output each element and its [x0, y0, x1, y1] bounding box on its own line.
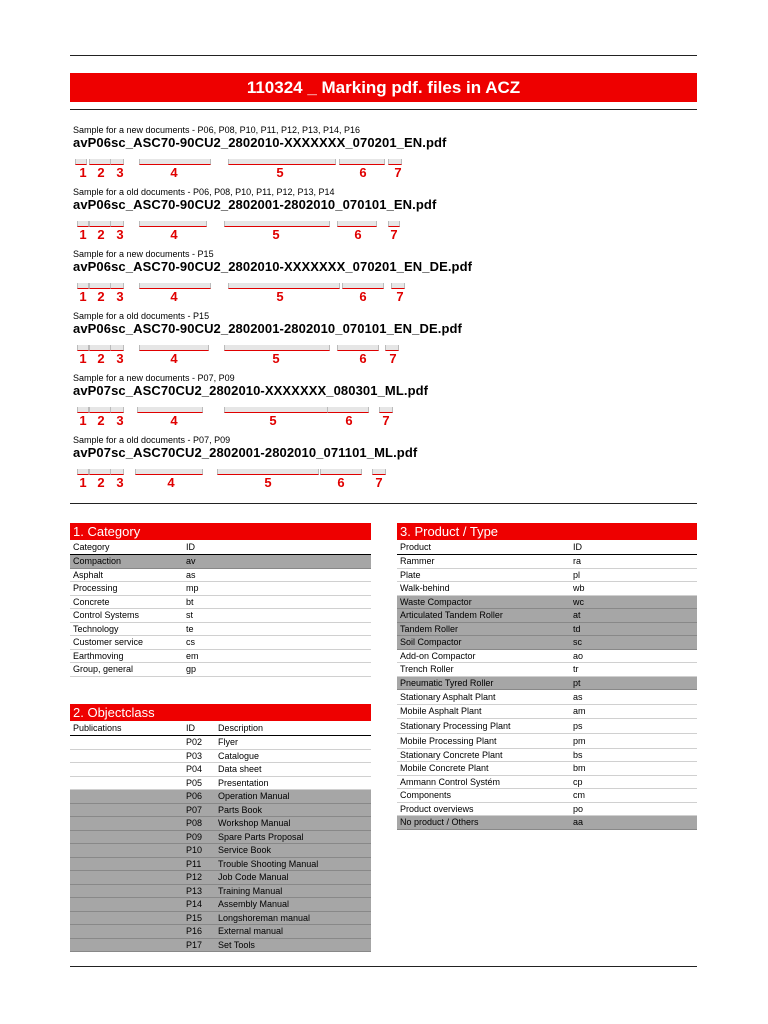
- sample-caption: Sample for a new documents - P06, P08, P10, P11, P12, P13, P14, P16: [73, 125, 361, 135]
- category-column-headers: [70, 540, 371, 555]
- table-row: [70, 555, 371, 569]
- table-row: [70, 898, 371, 912]
- objectclass-col-publications: Publications: [73, 723, 122, 733]
- segment-number-4: 4: [170, 351, 178, 366]
- table-row: [70, 636, 371, 650]
- sample-caption: Sample for a old documents - P07, P09: [73, 435, 231, 445]
- product-name: Add-on Compactor: [400, 650, 476, 661]
- segment-number-1: 1: [79, 351, 87, 366]
- table-row: [397, 650, 697, 664]
- table-row: [397, 719, 697, 734]
- segment-number-2: 2: [97, 475, 105, 490]
- section-rule: [70, 503, 697, 504]
- product-id: sc: [573, 637, 582, 647]
- segment-bracket: [337, 345, 379, 351]
- objectclass-description: Catalogue: [218, 750, 260, 761]
- table-row: [397, 582, 697, 596]
- sample-filename: avP07sc_ASC70CU2_2802001-2802010_071101_ML.pdf: [73, 445, 418, 460]
- product-id: bs: [573, 749, 583, 760]
- segment-number-4: 4: [170, 227, 178, 242]
- category-name: Asphalt: [73, 569, 104, 580]
- title-underline: [70, 109, 697, 110]
- segment-number-7: 7: [375, 475, 383, 490]
- segment-number-1: 1: [79, 227, 87, 242]
- product-name: Mobile Asphalt Plant: [400, 706, 482, 716]
- objectclass-description: Training Manual: [218, 885, 283, 896]
- objectclass-table: [70, 704, 371, 952]
- table-row: [70, 885, 371, 899]
- product-id: aa: [573, 817, 584, 827]
- table-row: [70, 736, 371, 750]
- segment-number-6: 6: [337, 475, 345, 490]
- sample-caption: Sample for a old documents - P15: [73, 311, 210, 321]
- table-row: [397, 762, 697, 776]
- segment-number-5: 5: [272, 351, 280, 366]
- product-name: Waste Compactor: [400, 596, 472, 607]
- objectclass-description: Flyer: [218, 737, 238, 747]
- segment-number-7: 7: [382, 413, 390, 428]
- table-row: [70, 650, 371, 664]
- objectclass-column-headers: [70, 721, 371, 736]
- product-name: Walk-behind: [400, 583, 450, 593]
- product-id: bm: [573, 763, 586, 773]
- objectclass-id: P10: [186, 845, 203, 855]
- product-id: wc: [573, 596, 584, 607]
- segment-number-5: 5: [269, 413, 277, 428]
- table-row: [70, 844, 371, 858]
- product-id: ra: [573, 556, 582, 566]
- segment-number-5: 5: [272, 227, 280, 242]
- table-row: [397, 803, 697, 817]
- category-name: Compaction: [73, 556, 122, 566]
- segment-number-4: 4: [170, 289, 178, 304]
- product-name: Mobile Processing Plant: [400, 735, 497, 746]
- segment-bracket: [224, 407, 330, 413]
- objectclass-id: P06: [186, 791, 203, 801]
- objectclass-description: Parts Book: [218, 804, 263, 815]
- objectclass-description: Assembly Manual: [218, 899, 290, 909]
- product-name: Tandem Roller: [400, 623, 459, 634]
- product-name: Product overviews: [400, 803, 474, 814]
- product-column-headers: [397, 540, 697, 555]
- product-name: No product / Others: [400, 817, 479, 827]
- segment-number-7: 7: [389, 351, 397, 366]
- objectclass-id: P11: [186, 858, 202, 869]
- product-id: am: [573, 706, 586, 716]
- product-id: pt: [573, 677, 581, 688]
- table-row: [397, 677, 697, 691]
- segment-number-4: 4: [170, 165, 178, 180]
- segment-number-6: 6: [359, 351, 367, 366]
- table-row: [70, 663, 371, 677]
- segment-number-1: 1: [79, 289, 87, 304]
- product-id: ao: [573, 650, 584, 661]
- table-row: [70, 582, 371, 596]
- sample-filename: avP06sc_ASC70-90CU2_2802010-XXXXXXX_070201_EN_DE.pdf: [73, 259, 473, 274]
- objectclass-description: Operation Manual: [218, 791, 290, 801]
- product-col-name: Product: [400, 542, 432, 552]
- segment-number-4: 4: [167, 475, 175, 490]
- objectclass-id: P04: [186, 764, 203, 774]
- category-col-name: Category: [73, 542, 110, 552]
- objectclass-id: P08: [186, 818, 203, 828]
- objectclass-description: Set Tools: [218, 939, 255, 950]
- segment-number-2: 2: [97, 413, 105, 428]
- objectclass-description: Longshoreman manual: [218, 912, 311, 923]
- objectclass-id: P09: [186, 831, 203, 842]
- sample-filename: avP06sc_ASC70-90CU2_2802001-2802010_070101_EN.pdf: [73, 197, 437, 212]
- category-table: [70, 523, 371, 677]
- table-row: [397, 555, 697, 569]
- segment-number-1: 1: [79, 413, 87, 428]
- table-row: [70, 623, 371, 637]
- table-row: [70, 750, 371, 764]
- segment-number-6: 6: [345, 413, 353, 428]
- sample-caption: Sample for a new documents - P15: [73, 249, 214, 259]
- segment-number-1: 1: [79, 475, 87, 490]
- product-name: Stationary Processing Plant: [400, 720, 511, 731]
- table-row: [70, 817, 371, 831]
- product-name: Pneumatic Tyred Roller: [400, 677, 494, 688]
- category-col-id: ID: [186, 542, 195, 552]
- objectclass-id: P05: [186, 777, 203, 788]
- category-name: Group, general: [73, 664, 134, 674]
- segment-number-5: 5: [276, 289, 284, 304]
- table-row: [397, 705, 697, 719]
- segment-number-7: 7: [396, 289, 404, 304]
- table-row: [397, 776, 697, 790]
- product-heading: 3. Product / Type: [397, 523, 697, 540]
- table-row: [397, 734, 697, 749]
- product-name: Stationary Concrete Plant: [400, 749, 503, 760]
- product-id: td: [573, 623, 581, 634]
- segment-number-2: 2: [97, 289, 105, 304]
- table-row: [70, 763, 371, 777]
- product-id: wb: [573, 583, 585, 593]
- category-id: gp: [186, 664, 197, 674]
- sample-filename: avP07sc_ASC70CU2_2802010-XXXXXXX_080301_ML.pdf: [73, 383, 429, 398]
- category-id: mp: [186, 583, 199, 593]
- product-id: pm: [573, 735, 586, 746]
- objectclass-description: Presentation: [218, 777, 269, 788]
- table-row: [70, 831, 371, 845]
- product-table: [397, 523, 697, 830]
- objectclass-col-description: Description: [218, 723, 264, 733]
- product-id: at: [573, 610, 581, 620]
- category-id: as: [186, 569, 196, 580]
- segment-number-7: 7: [390, 227, 398, 242]
- category-name: Earthmoving: [73, 650, 124, 661]
- objectclass-id: P03: [186, 750, 203, 761]
- sample-filename: avP06sc_ASC70-90CU2_2802001-2802010_070101_EN_DE.pdf: [73, 321, 462, 336]
- product-name: Stationary Asphalt Plant: [400, 692, 496, 702]
- product-col-id: ID: [573, 542, 582, 552]
- objectclass-id: P16: [186, 926, 203, 936]
- table-row: [397, 690, 697, 705]
- table-row: [70, 871, 371, 885]
- table-row: [70, 609, 371, 623]
- product-name: Articulated Tandem Roller: [400, 610, 503, 620]
- objectclass-description: Service Book: [218, 845, 272, 855]
- objectclass-id: P12: [186, 872, 203, 882]
- sample-filename: avP06sc_ASC70-90CU2_2802010-XXXXXXX_070201_EN.pdf: [73, 135, 447, 150]
- objectclass-description: Trouble Shooting Manual: [218, 858, 319, 869]
- segment-number-1: 1: [79, 165, 87, 180]
- segment-number-4: 4: [170, 413, 178, 428]
- segment-bracket: [228, 283, 340, 289]
- table-row: [70, 777, 371, 791]
- product-name: Mobile Concrete Plant: [400, 763, 489, 773]
- product-id: ps: [573, 720, 583, 731]
- product-name: Rammer: [400, 556, 435, 566]
- objectclass-id: P02: [186, 737, 203, 747]
- segment-number-6: 6: [359, 289, 367, 304]
- segment-number-3: 3: [116, 165, 124, 180]
- segment-number-7: 7: [394, 165, 402, 180]
- category-name: Customer service: [73, 637, 144, 647]
- objectclass-id: P15: [186, 912, 203, 923]
- product-name: Components: [400, 790, 452, 800]
- segment-number-2: 2: [97, 165, 105, 180]
- objectclass-description: Job Code Manual: [218, 872, 289, 882]
- top-rule: [70, 55, 697, 56]
- table-row: [397, 623, 697, 637]
- category-id: bt: [186, 596, 194, 607]
- objectclass-id: P17: [186, 939, 203, 950]
- product-name: Plate: [400, 569, 421, 580]
- product-id: tr: [573, 664, 579, 674]
- table-row: [397, 636, 697, 650]
- segment-number-3: 3: [116, 475, 124, 490]
- objectclass-col-id: ID: [186, 723, 195, 733]
- table-row: [70, 790, 371, 804]
- segment-number-5: 5: [276, 165, 284, 180]
- category-name: Technology: [73, 623, 119, 634]
- objectclass-description: External manual: [218, 926, 284, 936]
- table-row: [70, 939, 371, 953]
- product-id: as: [573, 692, 583, 702]
- table-row: [70, 925, 371, 939]
- product-id: cm: [573, 790, 585, 800]
- segment-number-6: 6: [359, 165, 367, 180]
- category-id: te: [186, 623, 194, 634]
- table-row: [70, 858, 371, 872]
- table-row: [397, 569, 697, 583]
- page-title: 110324 _ Marking pdf. files in ACZ: [70, 73, 697, 102]
- table-row: [397, 749, 697, 763]
- category-id: em: [186, 650, 199, 661]
- category-name: Processing: [73, 583, 118, 593]
- category-id: cs: [186, 637, 195, 647]
- table-row: [397, 816, 697, 830]
- segment-number-3: 3: [116, 227, 124, 242]
- sample-caption: Sample for a new documents - P07, P09: [73, 373, 235, 383]
- segment-number-2: 2: [97, 351, 105, 366]
- objectclass-description: Spare Parts Proposal: [218, 831, 304, 842]
- bottom-rule: [70, 966, 697, 967]
- table-row: [70, 804, 371, 818]
- category-id: av: [186, 556, 196, 566]
- table-row: [397, 789, 697, 803]
- product-id: pl: [573, 569, 581, 580]
- category-name: Concrete: [73, 596, 110, 607]
- table-row: [70, 596, 371, 610]
- segment-number-3: 3: [116, 413, 124, 428]
- product-name: Soil Compactor: [400, 637, 462, 647]
- segment-number-3: 3: [116, 289, 124, 304]
- product-name: Ammann Control Systém: [400, 776, 501, 787]
- segment-number-2: 2: [97, 227, 105, 242]
- product-id: po: [573, 803, 584, 814]
- category-id: st: [186, 610, 194, 620]
- objectclass-description: Data sheet: [218, 764, 262, 774]
- sample-caption: Sample for a old documents - P06, P08, P10, P11, P12, P13, P14: [73, 187, 335, 197]
- objectclass-description: Workshop Manual: [218, 818, 291, 828]
- objectclass-heading: 2. Objectclass: [70, 704, 371, 721]
- product-name: Trench Roller: [400, 664, 454, 674]
- table-row: [397, 596, 697, 610]
- objectclass-id: P07: [186, 804, 203, 815]
- segment-number-6: 6: [354, 227, 362, 242]
- table-row: [397, 609, 697, 623]
- category-name: Control Systems: [73, 610, 140, 620]
- category-heading: 1. Category: [70, 523, 371, 540]
- objectclass-id: P13: [186, 885, 203, 896]
- product-id: cp: [573, 776, 583, 787]
- table-row: [397, 663, 697, 677]
- table-row: [70, 912, 371, 926]
- table-row: [70, 569, 371, 583]
- segment-number-3: 3: [116, 351, 124, 366]
- objectclass-id: P14: [186, 899, 203, 909]
- segment-number-5: 5: [264, 475, 272, 490]
